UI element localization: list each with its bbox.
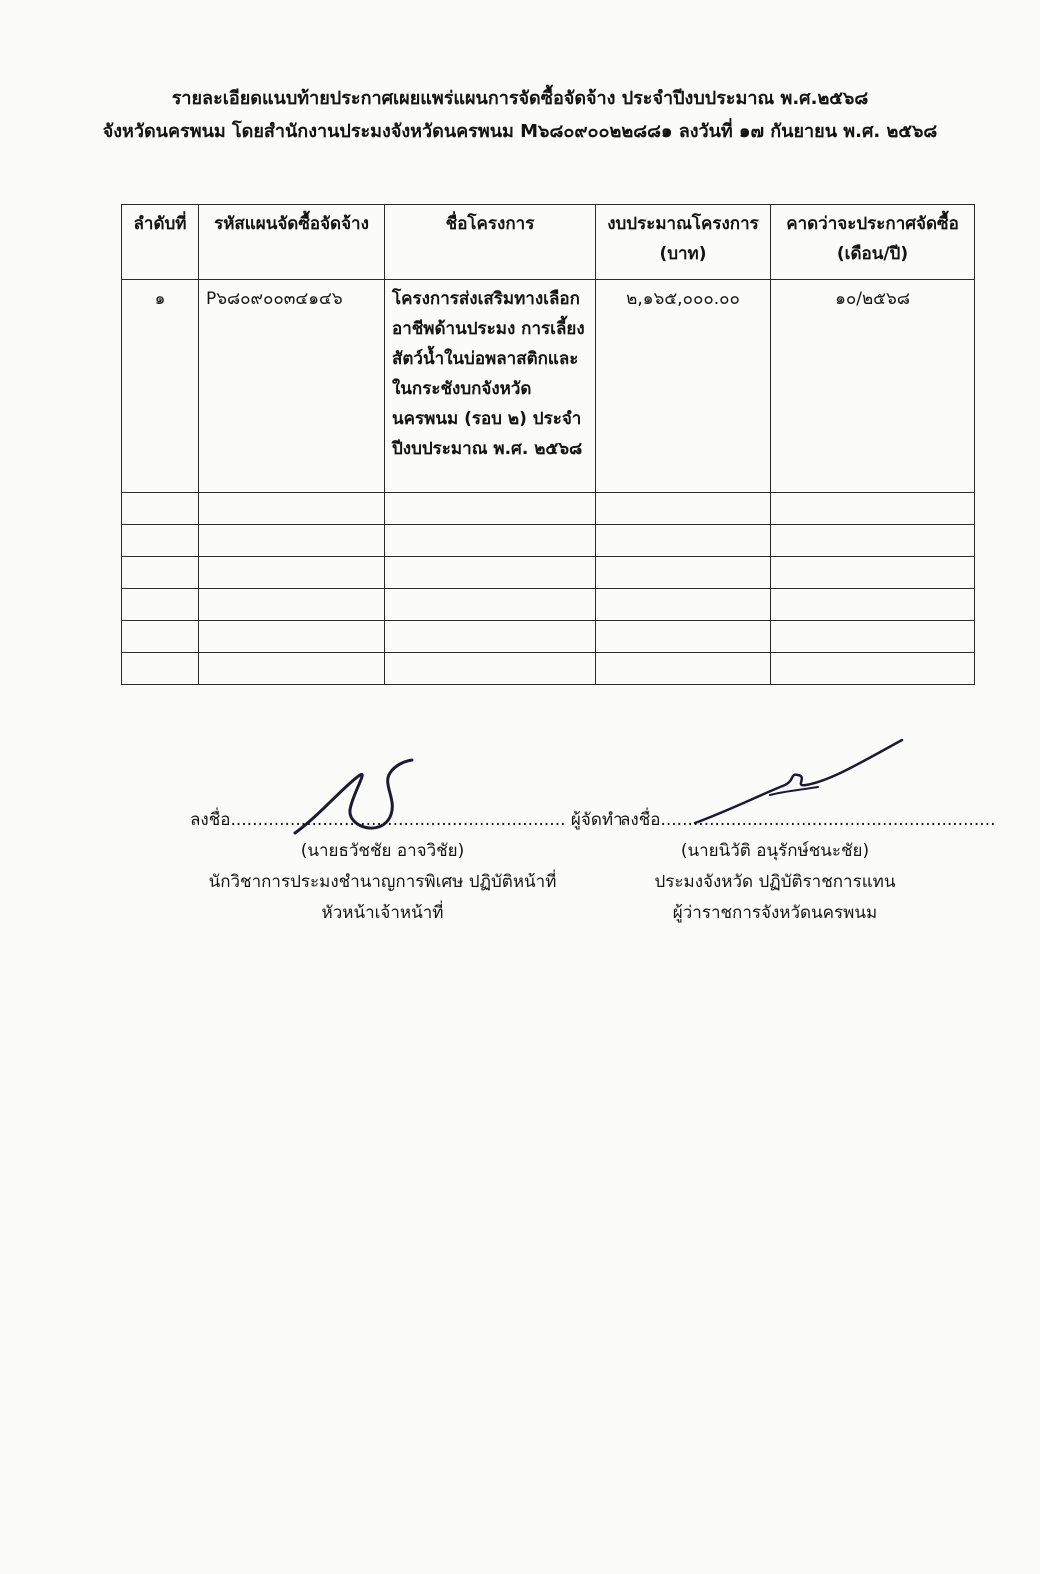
cell-expected: ๑๐/๒๕๖๘ <box>771 280 975 493</box>
header-line-1: รายละเอียดแนบท้ายประกาศเผยแพร่แผนการจัดซื้อจัดจ้าง ประจำปีงบประมาณ พ.ศ.๒๕๖๘ <box>171 88 869 109</box>
left-sign-line: ลงชื่อ.............................................................. ผู้จัดทำ <box>190 810 623 830</box>
left-signer-name: (นายธวัชชัย อาจวิชัย) <box>300 841 465 861</box>
col-header-no: ลำดับที่ <box>122 205 199 280</box>
table-header-row <box>122 205 975 280</box>
table-row-empty <box>122 525 975 557</box>
procurement-plan-table <box>121 204 975 685</box>
table-row-empty <box>122 589 975 621</box>
right-signer-position-1: ประมงจังหวัด ปฏิบัติราชการแทน <box>654 872 896 892</box>
right-signer-name: (นายนิวัติ อนุรักษ์ชนะชัย) <box>680 841 870 861</box>
right-signature-block <box>620 805 996 929</box>
table-row <box>122 280 975 493</box>
right-signer-position-2: ผู้ว่าราชการจังหวัดนครพนม <box>672 903 878 923</box>
left-signer-position-1: นักวิชาการประมงชำนาญการพิเศษ ปฏิบัติหน้าที่ <box>208 872 557 892</box>
table-row-empty <box>122 557 975 589</box>
table-row-empty <box>122 621 975 653</box>
cell-no: ๑ <box>122 280 199 493</box>
cell-code: P๖๘๐๙๐๐๓๔๑๔๖ <box>199 280 385 493</box>
col-header-budget: งบประมาณโครงการ (บาท) <box>596 205 771 280</box>
right-sign-line: ลงชื่อ.............................................................. <box>620 810 996 830</box>
document-header <box>40 82 1000 148</box>
table-row-empty <box>122 493 975 525</box>
cell-project: โครงการส่งเสริมทางเลือกอาชีพด้านประมง การเลี้ยงสัตว์น้ำในบ่อพลาสติกและในกระชังบกจังหวัดนครพนม (รอบ ๒) ประจำปีงบประมาณ พ.ศ. ๒๕๖๘ <box>385 280 596 493</box>
header-line-2: จังหวัดนครพนม โดยสำนักงานประมงจังหวัดนครพนม M๖๘๐๙๐๐๒๒๘๘๑ ลงวันที่ ๑๗ กันยายน พ.ศ. ๒๕๖๘ <box>102 121 938 142</box>
left-sign-label: ลงชื่อ <box>190 810 231 830</box>
col-header-code: รหัสแผนจัดซื้อจัดจ้าง <box>199 205 385 280</box>
left-signature-block <box>190 805 623 929</box>
col-header-expected: คาดว่าจะประกาศจัดซื้อ (เดือน/ปี) <box>771 205 975 280</box>
left-signer-position-2: หัวหน้าเจ้าหน้าที่ <box>321 903 444 923</box>
left-sign-role: ผู้จัดทำ <box>570 810 623 830</box>
table-row-empty <box>122 653 975 685</box>
right-sign-label: ลงชื่อ <box>620 810 661 830</box>
col-header-project: ชื่อโครงการ <box>385 205 596 280</box>
cell-budget: ๒,๑๖๕,๐๐๐.๐๐ <box>596 280 771 493</box>
